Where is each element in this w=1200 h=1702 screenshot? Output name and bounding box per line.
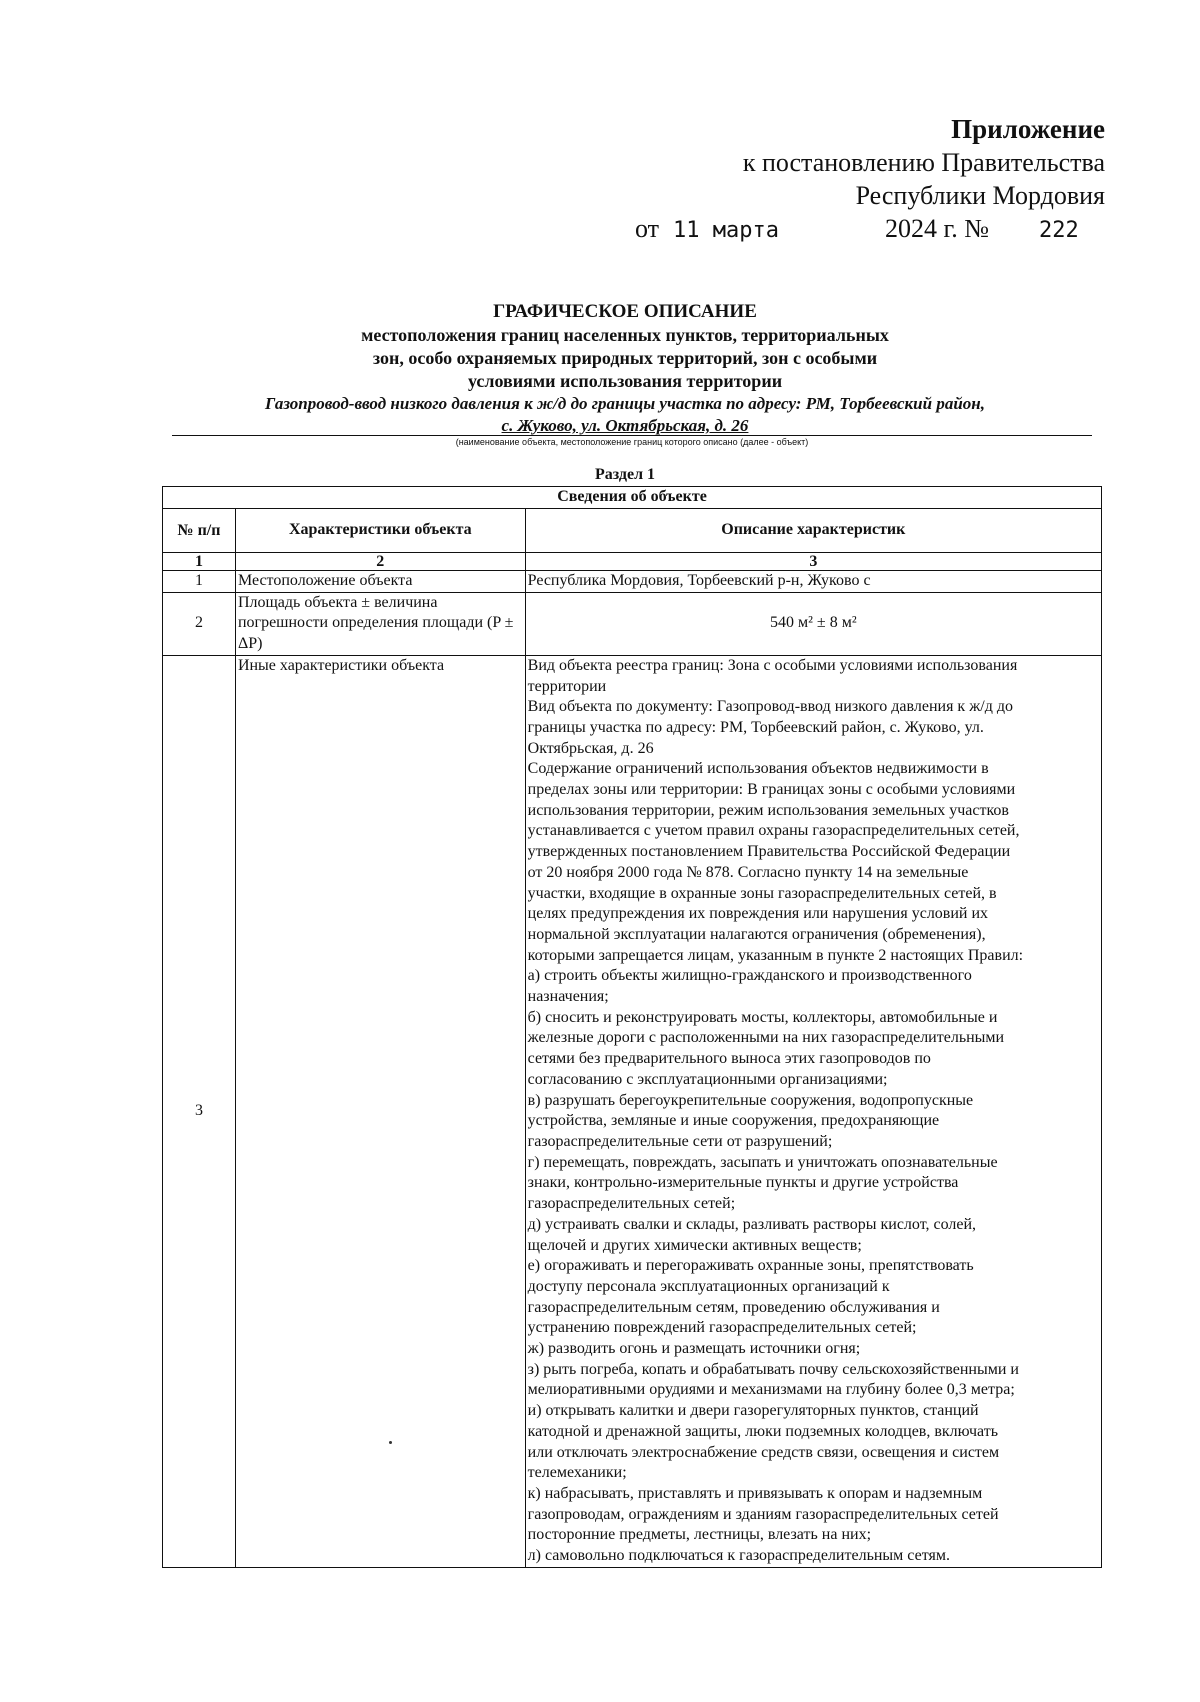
column-index-3: 3 [525, 553, 1101, 571]
table-caption-row [163, 487, 1102, 509]
description-line: использования территории, режим использования земельных участков [527, 801, 1009, 819]
description-line: или отключать электроснабжение средств связи, освещения и систем [527, 1443, 1000, 1461]
description-line: Вид объекта по документу: Газопровод-ввод низкого давления к ж/д до [527, 698, 1013, 716]
description-line: з) рыть погреба, копать и обрабатывать почву сельскохозяйственными и [527, 1360, 1019, 1378]
description-line: сетями без предварительного выноса этих газопроводов по [527, 1050, 931, 1068]
description-line: а) строить объекты жилищно-гражданского и производственного [527, 967, 972, 985]
description-line: доступу персонала эксплуатационных организаций к [527, 1277, 890, 1295]
description-line: которыми запрещается лицам, указанным в пункте 2 настоящих Правил: [527, 946, 1024, 964]
column-header-description: Описание характеристик [525, 509, 1101, 553]
table-header-row [163, 509, 1102, 553]
object-info-table [162, 486, 1102, 1568]
description-line: от 20 ноября 2000 года № 878. Согласно пункту 14 на земельные [527, 863, 969, 881]
row-description [525, 655, 1101, 1567]
description-line: посторонние предметы, лестницы, влезать на них; [527, 1526, 872, 1544]
description-line: л) самовольно подключаться к газораспределительным сетям. [527, 1547, 950, 1565]
column-index-2: 2 [235, 553, 525, 571]
description-line: железные дороги с расположенными на них газораспределительными [527, 1029, 1005, 1047]
description-line: газопроводам, ограждениям и зданиям газораспределительных сетей [527, 1505, 999, 1523]
table-caption: Сведения об объекте [163, 487, 1102, 509]
description-line: е) огораживать и перегораживать охранные зоны, препятствовать [527, 1257, 974, 1275]
description-line: устранению повреждений газораспределительных сетей; [527, 1319, 917, 1337]
description-line: Содержание ограничений использования объектов недвижимости в [527, 760, 989, 778]
description-line: мелиоративными орудиями и механизмами на глубину более 0,3 метра; [527, 1381, 1015, 1399]
row-number: 1 [163, 571, 236, 593]
description-line: газораспределительным сетям, проведению обслуживания и [527, 1298, 940, 1316]
document-number: 222 [1039, 218, 1079, 243]
document-title: ГРАФИЧЕСКОЕ ОПИСАНИЕ [493, 301, 757, 322]
row-description: 540 м² ± 8 м² [525, 592, 1101, 655]
row-number: 3 [163, 655, 236, 1567]
description-line: Октябрьская, д. 26 [527, 739, 654, 757]
appendix-block [635, 112, 1105, 246]
year-number-label: 2024 г. № [885, 214, 990, 243]
table-row [163, 655, 1102, 1567]
section-title: Раздел 1 [594, 466, 656, 483]
stray-mark [389, 1441, 392, 1444]
description-line: утвержденных постановлением Правительства Российской Федерации [527, 843, 1011, 861]
column-header-characteristic: Характеристики объекта [235, 509, 525, 553]
description-line: газораспределительных сетей; [527, 1195, 736, 1213]
appendix-line-1: к постановлению Правительства [742, 148, 1105, 177]
table-row [163, 592, 1102, 655]
description-line: территории [527, 677, 607, 695]
document-header [160, 300, 1090, 437]
column-index-1: 1 [163, 553, 236, 571]
description-line: телемеханики; [527, 1464, 627, 1482]
rule-note: (наименование объекта, местоположение границ которого описано (далее - объект) [455, 437, 809, 447]
description-line: целях предупреждения их повреждения или нарушения условий их [527, 905, 989, 923]
description-line: согласованию с эксплуатационными организациями; [527, 1070, 888, 1088]
description-line: устанавливается с учетом правил охраны газораспределительных сетей, [527, 822, 1020, 840]
description-line: нормальной эксплуатации налагаются ограничения (обременения), [527, 925, 986, 943]
column-header-number: № п/п [163, 509, 236, 553]
description-line: границы участка по адресу: РМ, Торбеевский район, с. Жуково, ул. [527, 718, 984, 736]
row-characteristic: Местоположение объекта [235, 571, 525, 593]
description-line: к) набрасывать, приставлять и привязывать к опорам и надземным [527, 1484, 983, 1502]
subtitle-line-1: местоположения границ населенных пунктов, территориальных [361, 325, 889, 345]
description-line: в) разрушать берегоукрепительные сооружения, водопропускные [527, 1091, 974, 1109]
table-row [163, 571, 1102, 593]
description-line: д) устраивать свалки и склады, разливать растворы кислот, солей, [527, 1215, 977, 1233]
appendix-title: Приложение [951, 114, 1105, 144]
description-line: и) открывать калитки и двери газорегуляторных пунктов, станций [527, 1402, 979, 1420]
date-prefix: от [635, 214, 660, 243]
description-line: б) сносить и реконструировать мосты, коллекторы, автомобильные и [527, 1008, 998, 1026]
row-number: 2 [163, 592, 236, 655]
description-line: катодной и дренажной защиты, люки подземных колодцев, включать [527, 1422, 999, 1440]
subtitle-line-3: условиями использования территории [467, 371, 783, 391]
table-index-row [163, 553, 1102, 571]
description-line: Вид объекта реестра границ: Зона с особыми условиями использования [527, 656, 1018, 674]
description-line: щелочей и других химически активных веществ; [527, 1236, 862, 1254]
description-line: г) перемещать, повреждать, засыпать и уничтожать опознавательные [527, 1153, 998, 1171]
description-line: знаки, контрольно-измерительные пункты и другие устройства [527, 1174, 959, 1192]
object-name-rule [172, 435, 1092, 436]
appendix-line-2: Республики Мордовия [855, 181, 1105, 210]
subtitle-line-2: зон, особо охраняемых природных территорий, зон с особыми [372, 348, 878, 368]
description-line: назначения; [527, 988, 609, 1006]
description-line: устройства, земляные и иные сооружения, предохраняющие [527, 1112, 940, 1130]
appendix-date-line [635, 212, 1105, 246]
description-line: газораспределительные сети от разрушений; [527, 1132, 833, 1150]
row-characteristic: Площадь объекта ± величина погрешности определения площади (P ± ΔP) [235, 592, 525, 655]
row-description: Республика Мордовия, Торбеевский р-н, Жуково с [525, 571, 1101, 593]
date-handwritten: 11 марта [673, 218, 779, 243]
object-name-line-2: с. Жуково, ул. Октябрьская, д. 26 [501, 416, 749, 435]
description-line: пределах зоны или территории: В границах зоны с особыми условиями [527, 781, 1016, 799]
description-line: участки, входящие в охранные зоны газораспределительных сетей, в [527, 884, 997, 902]
object-name-line-1: Газопровод-ввод низкого давления к ж/д до границы участка по адресу: РМ, Торбеевский район, [265, 394, 985, 413]
row-characteristic: Иные характеристики объекта [235, 655, 525, 1567]
description-line: ж) разводить огонь и размещать источники огня; [527, 1340, 861, 1358]
